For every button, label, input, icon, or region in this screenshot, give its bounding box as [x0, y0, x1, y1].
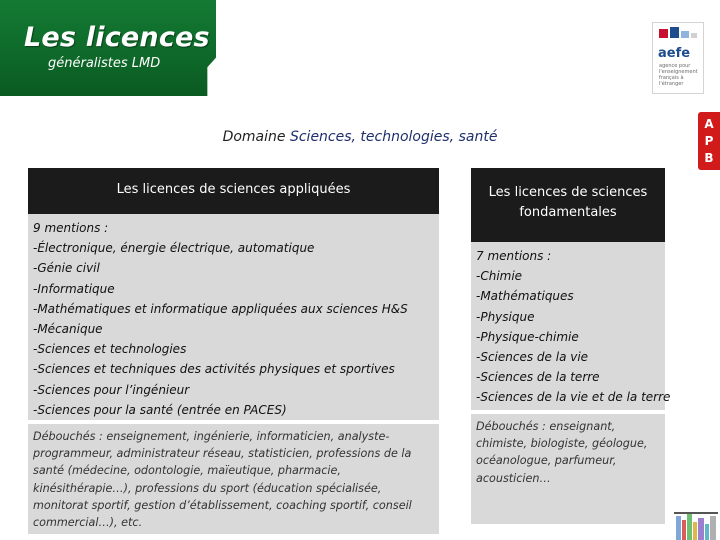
apb-letter-a: A [704, 117, 714, 131]
list-item: -Chimie [476, 269, 523, 284]
applied-sciences-heading: Les licences de sciences appliquées [28, 168, 439, 214]
fundamental-mentions-panel [471, 242, 671, 410]
list-item: -Physique-chimie [476, 329, 579, 344]
aefe-logo-tagline: agence pour l'enseignement français à l'étranger [659, 63, 698, 87]
fundamental-heading-line2: fondamentales [519, 205, 617, 220]
applied-debouches-panel [28, 424, 439, 534]
domain-name: Sciences, technologies, santé [289, 129, 498, 145]
fundamental-debouches-panel [471, 414, 665, 524]
fundamental-heading-line1: Les licences de sciences [488, 185, 648, 200]
list-item: -Sciences pour l’ingénieur [33, 382, 190, 397]
applied-mentions-panel [28, 214, 439, 420]
fundamental-sciences-heading [471, 168, 665, 242]
fundamental-mentions-count: 7 mentions : [476, 249, 552, 263]
banner-title: Les licences [24, 22, 210, 53]
list-item: -Mécanique [33, 322, 103, 337]
list-item: -Électronique, énergie électrique, automatique [33, 241, 315, 256]
fundamental-debouches-text: Débouchés : enseignant, chimiste, biologiste, géologue, océanologue, parfumeur, acousticien… [476, 420, 648, 485]
aefe-emblem-icon [659, 27, 699, 43]
list-item: -Mathématiques et informatique appliquées aux sciences H&S [33, 301, 408, 316]
aefe-logo-name: aefe [658, 46, 691, 61]
banner-subtitle: généralistes LMD [48, 56, 161, 71]
domain-heading [0, 129, 720, 145]
list-item: -Sciences et techniques des activités physiques et sportives [33, 362, 395, 377]
apb-letter-p: P [704, 134, 714, 148]
list-item: -Informatique [33, 281, 115, 296]
domain-lead: Domaine [222, 129, 286, 145]
list-item: -Sciences de la vie [476, 350, 589, 365]
list-item: -Physique [476, 309, 535, 324]
list-item: -Génie civil [33, 261, 100, 276]
list-item: -Mathématiques [476, 289, 574, 304]
apb-letter-b: B [704, 151, 714, 165]
list-item: -Sciences de la terre [476, 370, 600, 385]
aefe-logo [652, 22, 704, 94]
books-illustration-icon [672, 500, 720, 540]
applied-debouches-text: Débouchés : enseignement, ingénierie, informaticien, analyste-programmeur, administrateur réseau, statisticien, professions de la santé (médecine, odontologie, maïeutique, pharmacie, kinésithérapie…), professions du sport (éducation spécialisée, monitorat sportif, gestion d’établissement, coaching sportif, conseil commercial…), etc. [33, 430, 412, 530]
list-item: -Sciences de la vie et de la terre [476, 390, 671, 405]
applied-mentions-count: 9 mentions : [33, 221, 109, 235]
list-item: -Sciences pour la santé (entrée en PACES) [33, 402, 287, 417]
list-item: -Sciences et technologies [33, 342, 187, 357]
